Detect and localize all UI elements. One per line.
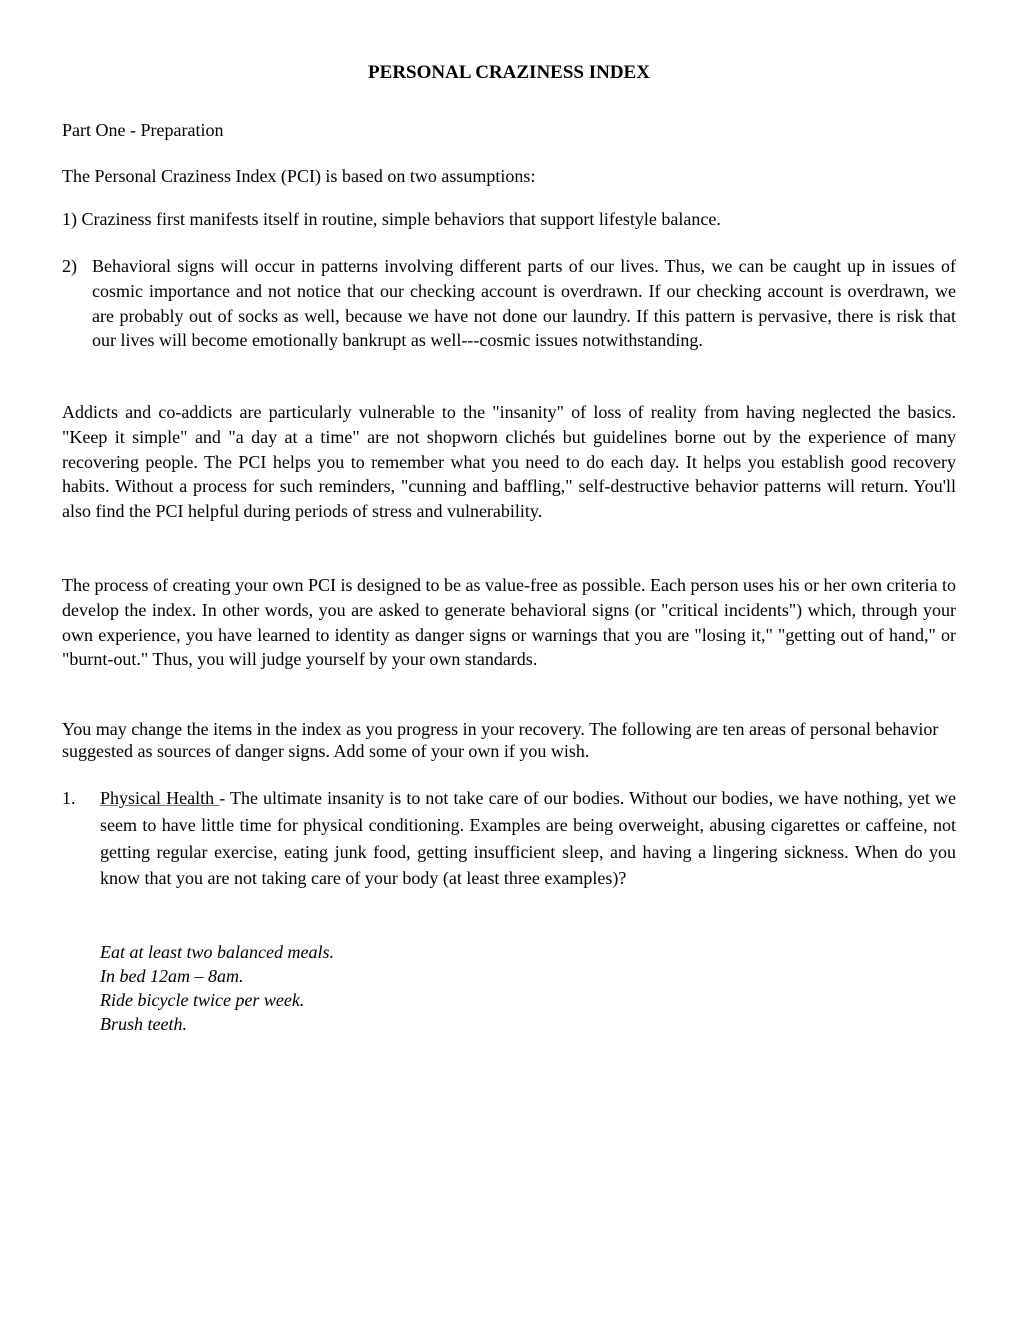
assumption-2 bbox=[62, 254, 956, 353]
assumption-number: 1) bbox=[62, 209, 77, 229]
paragraph-process: The process of creating your own PCI is designed to be as value-free as possible. Each person uses his or her own criteria to develop the index. In other words, you are asked to generate behavioral signs (or "critical incidents") which, through your own experience, you have learned to identity as danger signs or warnings that you are "losing it," "getting out of hand," or "burnt-out." Thus, you will judge yourself by your own standards. bbox=[62, 575, 956, 670]
assumption-text: Behavioral signs will occur in patterns involving different parts of our lives. Thus, we can be caught up in issues of cosmic importance and not notice that our checking account is overdrawn. If our checking account is overdrawn, we are probably out of socks as well, because we have not done our laundry. If this pattern is pervasive, there is risk that our lives will become emotionally bankrupt as well---cosmic issues notwithstanding. bbox=[92, 256, 956, 351]
section-heading: Part One - Preparation bbox=[62, 120, 224, 140]
answer-item: Ride bicycle twice per week. bbox=[100, 990, 305, 1010]
answer-item: In bed 12am – 8am. bbox=[100, 966, 244, 986]
answer-item: Eat at least two balanced meals. bbox=[100, 942, 334, 962]
paragraph-change-items: You may change the items in the index as you progress in your recovery. The following are ten areas of personal behavior suggested as sources of danger signs. Add some of your own if you wish. bbox=[62, 719, 939, 761]
paragraph-addicts: Addicts and co-addicts are particularly vulnerable to the "insanity" of loss of reality from having neglected the basics. "Keep it simple" and "a day at a time" are not shopworn clichés but guidelines borne out by the experience of many recovering people. The PCI helps you to remember what you need to do each day. It helps you establish good recovery habits. Without a process for such reminders, "cunning and baffling," self-destructive behavior patterns will return. You'll also find the PCI helpful during periods of stress and vulnerability. bbox=[62, 402, 956, 522]
document-title: PERSONAL CRAZINESS INDEX bbox=[368, 62, 650, 83]
assumption-text: Craziness first manifests itself in routine, simple behaviors that support lifestyle balance. bbox=[81, 209, 721, 229]
answer-item: Brush teeth. bbox=[100, 1014, 187, 1034]
area-answers-list bbox=[100, 940, 334, 1036]
assumption-1 bbox=[62, 207, 956, 232]
area-description: - The ultimate insanity is to not take care of our bodies. Without our bodies, we have nothing, yet we seem to have little time for physical conditioning. Examples are being overweight, abusing cigarettes or caffeine, not getting regular exercise, eating junk food, getting insufficient sleep, and having a lingering sickness. When do you know that you are not taking care of your body (at least three examples)? bbox=[100, 788, 957, 889]
area-number: 1. bbox=[62, 788, 76, 808]
assumption-number: 2) bbox=[62, 256, 77, 276]
intro-paragraph: The Personal Craziness Index (PCI) is based on two assumptions: bbox=[62, 166, 536, 186]
area-name: Physical Health bbox=[100, 788, 220, 808]
area-item-physical-health bbox=[62, 785, 956, 892]
